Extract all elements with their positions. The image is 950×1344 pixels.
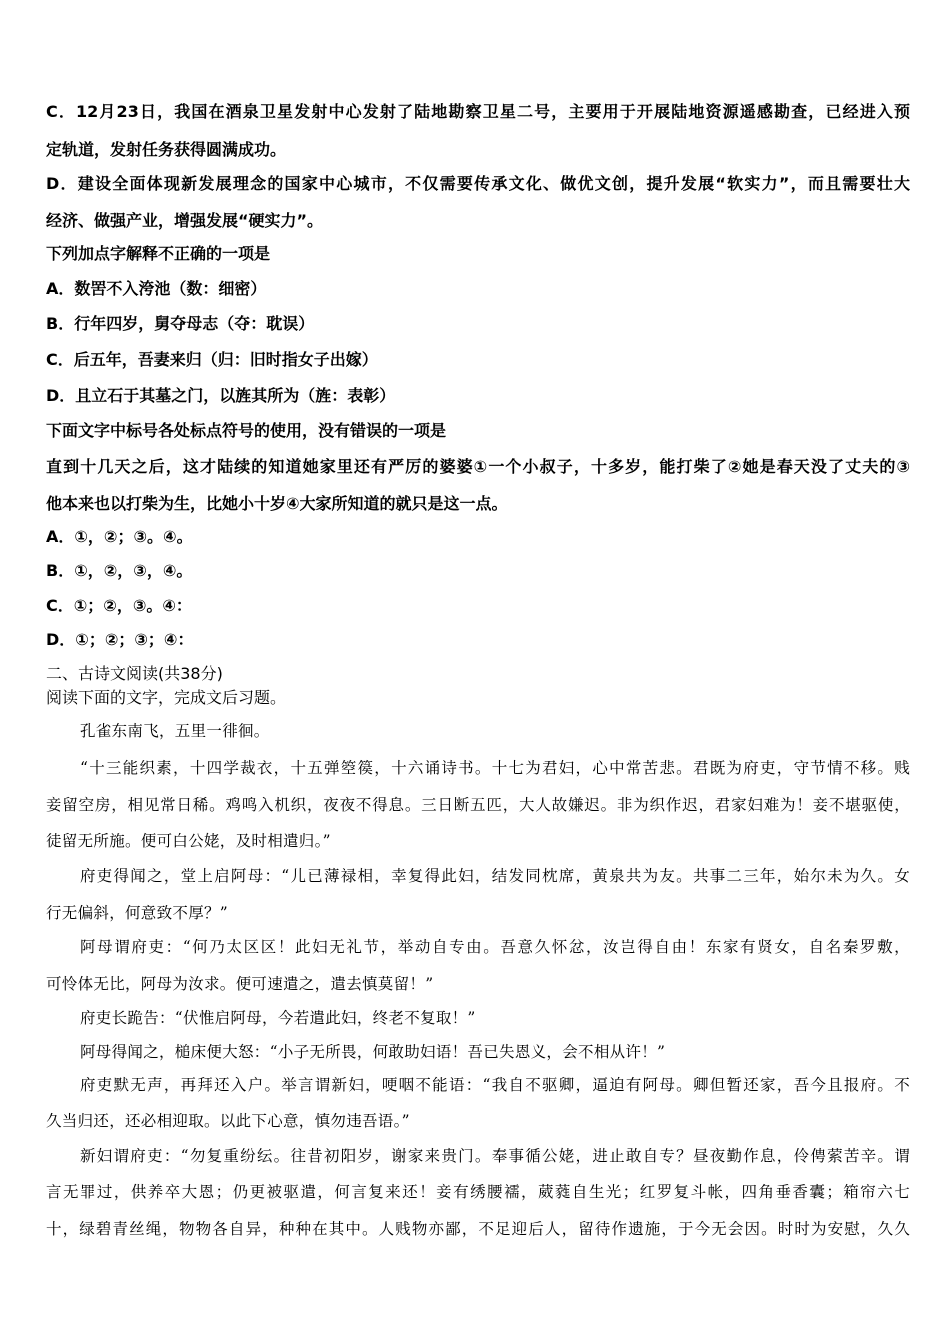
- poem-paragraph-5: 府吏长跪告：“伏惟启阿母，今若遣此妇，终老不复取！”: [80, 1009, 476, 1027]
- poem-paragraph-7-line-2: 久当归还，还必相迎取。以此下心意，慎勿违吾语。”: [46, 1112, 410, 1130]
- question-3-stem: 下面文字中标号各处标点符号的使用，没有错误的一项是: [46, 421, 447, 440]
- poem-paragraph-2-line-3: 徒留无所施。便可白公姥，及时相遣归。”: [46, 832, 331, 850]
- question-3-passage-line-1: 直到十几天之后，这才陆续的知道她家里还有严厉的婆婆①一个小叔子，十多岁，能打柴了②她是春天没了丈夫的③: [46, 457, 910, 476]
- poem-paragraph-3-line-2: 行无偏斜，何意致不厚？”: [46, 904, 229, 922]
- question-2-option-a: A．数罟不入洿池（数：细密）: [46, 279, 267, 298]
- option-c-line-2: 定轨道，发射任务获得圆满成功。: [46, 140, 287, 159]
- question-2-option-b: B．行年四岁，舅夺母志（夺：耽误）: [46, 314, 315, 333]
- poem-paragraph-6: 阿母得闻之，槌床便大怒：“小子无所畏，何敢助妇语！吾已失恩义，会不相从许！”: [80, 1043, 666, 1061]
- poem-paragraph-1: 孔雀东南飞，五里一徘徊。: [80, 722, 270, 740]
- option-d-line-1: D．建设全面体现新发展理念的国家中心城市，不仅需要传承文化、做优文创，提升发展“软实力”，而且需要壮大: [46, 174, 910, 193]
- question-3-option-c: C．①；②，③。④：: [46, 596, 192, 615]
- poem-paragraph-3-line-1: 府吏得闻之，堂上启阿母：“儿已薄禄相，幸复得此妇，结发同枕席，黄泉共为友。共事二三年，始尔未为久。女: [80, 867, 910, 885]
- poem-paragraph-8-line-2: 言无罪过，供养卒大恩；仍更被驱遣，何言复来还！妾有绣腰襦，葳蕤自生光；红罗复斗帐，四角垂香囊；箱帘六七: [46, 1183, 910, 1201]
- section-instruction: 阅读下面的文字，完成文后习题。: [46, 688, 287, 707]
- option-d-line-2: 经济、做强产业，增强发展“硬实力”。: [46, 211, 324, 230]
- poem-paragraph-7-line-1: 府吏默无声，再拜还入户。举言谓新妇，哽咽不能语：“我自不驱卿，逼迫有阿母。卿但暂还家，吾今且报府。不: [80, 1076, 910, 1094]
- option-c-line-1: C．12月23日，我国在酒泉卫星发射中心发射了陆地勘察卫星二号，主要用于开展陆地资源遥感勘查，已经进入预: [46, 102, 910, 121]
- question-3-passage-line-2: 他本来也以打柴为生，比她小十岁④大家所知道的就只是这一点。: [46, 494, 508, 513]
- poem-paragraph-2-line-1: “十三能织素，十四学裁衣，十五弹箜篌，十六诵诗书。十七为君妇，心中常苦悲。君既为府吏，守节情不移。贱: [80, 759, 910, 777]
- poem-paragraph-2-line-2: 妾留空房，相见常日稀。鸡鸣入机织，夜夜不得息。三日断五匹，大人故嫌迟。非为织作迟，君家妇难为！妾不堪驱使，: [46, 796, 910, 814]
- question-3-option-a: A．①，②；③。④。: [46, 527, 193, 546]
- question-3-option-b: B．①，②，③，④。: [46, 561, 193, 580]
- section-heading: 二、古诗文阅读(共38分): [46, 664, 223, 683]
- poem-paragraph-8-line-1: 新妇谓府吏：“勿复重纷纭。往昔初阳岁，谢家来贵门。奉事循公姥，进止敢自专？昼夜勤作息，伶俜萦苦辛。谓: [80, 1147, 910, 1165]
- question-2-option-d: D．且立石于其墓之门，以旌其所为（旌：表彰）: [46, 386, 396, 405]
- poem-paragraph-8-line-3: 十，绿碧青丝绳，物物各自异，种种在其中。人贱物亦鄙，不足迎后人，留待作遗施，于今无会因。时时为安慰，久久: [46, 1220, 910, 1238]
- poem-paragraph-4-line-1: 阿母谓府吏：“何乃太区区！此妇无礼节，举动自专由。吾意久怀忿，汝岂得自由！东家有贤女，自名秦罗敷，: [80, 938, 910, 956]
- question-3-option-d: D．①；②；③；④：: [46, 630, 194, 649]
- poem-paragraph-4-line-2: 可怜体无比，阿母为汝求。便可速遣之，遣去慎莫留！”: [46, 975, 434, 993]
- question-2-stem: 下列加点字解释不正确的一项是: [46, 244, 271, 263]
- question-2-option-c: C．后五年，吾妻来归（归：旧时指女子出嫁）: [46, 350, 378, 369]
